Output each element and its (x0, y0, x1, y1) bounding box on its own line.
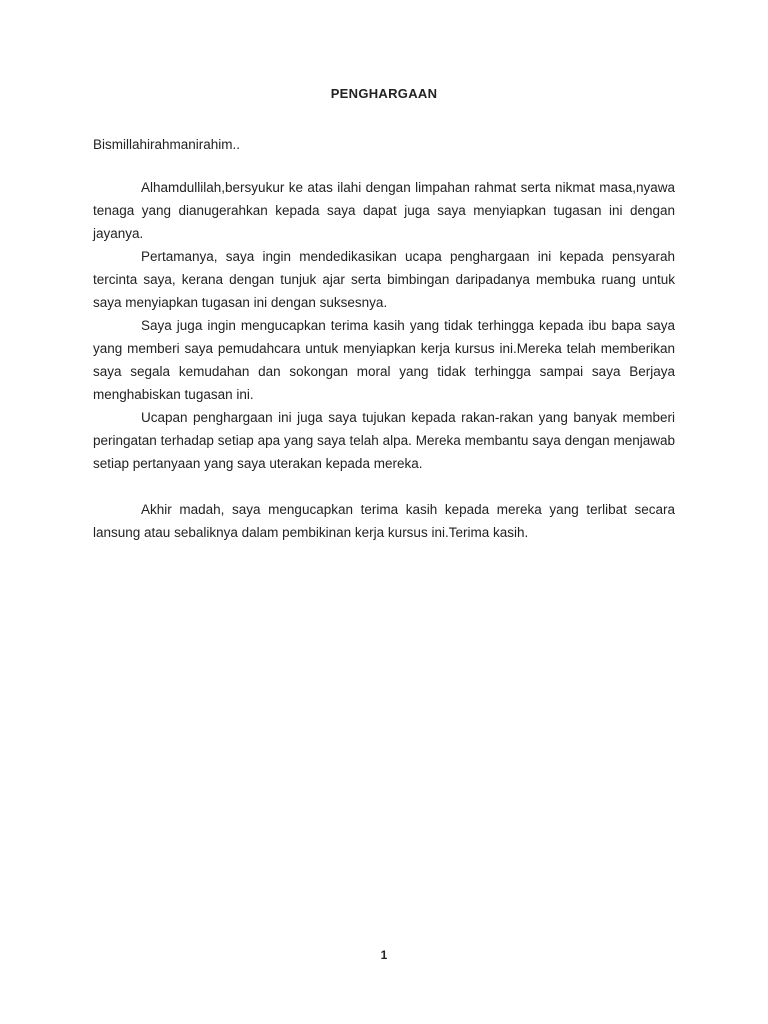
paragraph-parents: Saya juga ingin mengucapkan terima kasih yang tidak terhingga kepada ibu bapa saya yang memberi saya pemudahcara untuk menyiapkan kerja kursus ini.Mereka telah memberikan saya segala kemudahan dan sokongan moral yang tidak terhingga sampai saya Berjaya menghabiskan tugasan ini. (93, 318, 675, 402)
paragraph-gratitude: Alhamdullilah,bersyukur ke atas ilahi dengan limpahan rahmat serta nikmat masa,nyawa tenaga yang dianugerahkan kepada saya dapat juga saya menyiapkan tugasan ini dengan jayanya. (93, 180, 675, 241)
paragraph-friends: Ucapan penghargaan ini juga saya tujukan kepada rakan-rakan yang banyak memberi peringatan terhadap setiap apa yang saya telah alpa. Mereka membantu saya dengan menjawab setiap pertanyaan yang saya uterakan kepada mereka. (93, 410, 675, 471)
page-title: PENGHARGAAN (330, 86, 438, 101)
paragraph-lecturer: Pertamanya, saya ingin mendedikasikan ucapa penghargaan ini kepada pensyarah tercinta saya, kerana dengan tunjuk ajar serta bimbingan daripadanya membuka ruang untuk saya menyiapkan tugasan ini dengan suksesnya. (93, 249, 675, 310)
paragraph-closing: Akhir madah, saya mengucapkan terima kasih kepada mereka yang terlibat secara lansung atau sebaliknya dalam pembikinan kerja kursus ini.Terima kasih. (93, 502, 675, 540)
greeting-text: Bismillahirahmanirahim.. (93, 137, 241, 152)
page-number: 1 (380, 948, 388, 962)
